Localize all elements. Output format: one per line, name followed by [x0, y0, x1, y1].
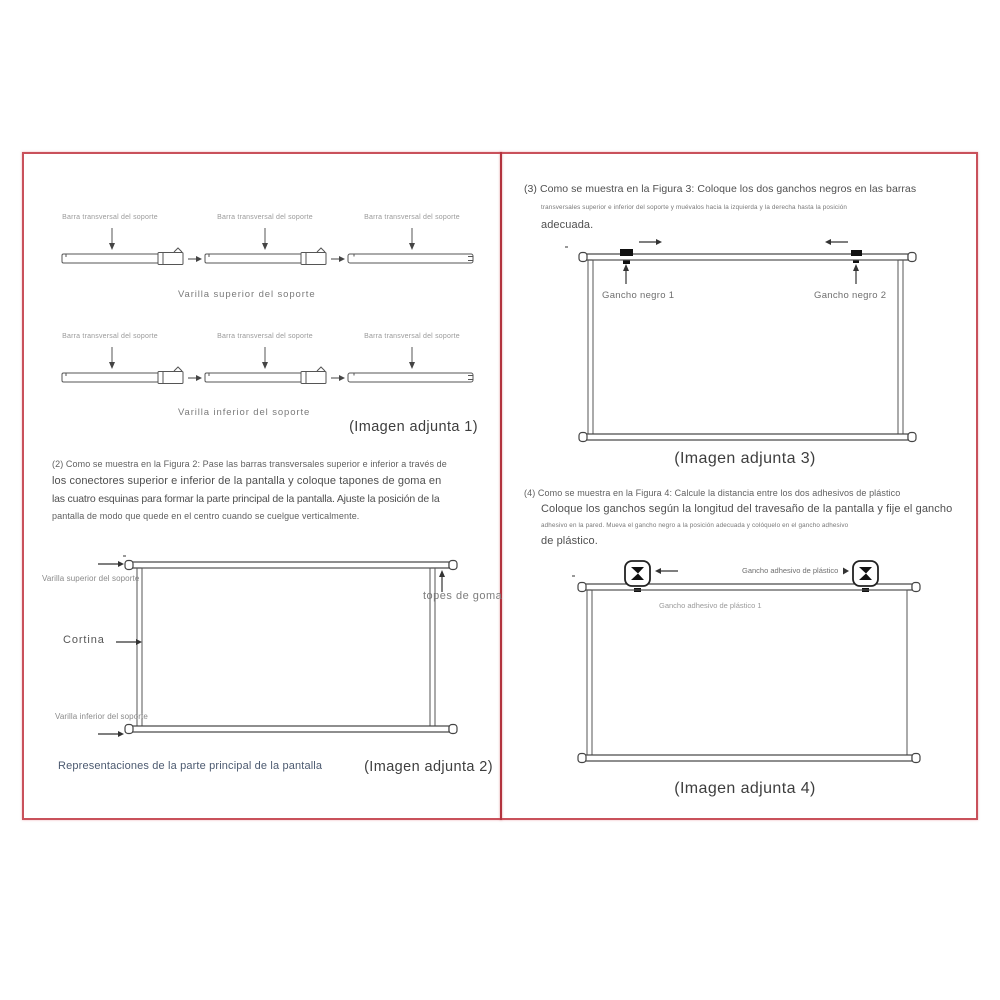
step4-line2: Coloque los ganchos según la longitud del travesaño de la pantalla y fije el gancho: [541, 503, 953, 515]
fig2-curtain-label: Cortina: [63, 634, 105, 646]
fig3-hook1-label: Gancho negro 1: [602, 290, 675, 301]
bottom-rod-arrow-icon: [98, 731, 124, 737]
step4-line1: (4) Como se muestra en la Figura 4: Calcule la distancia entre los dos adhesivos de plástico: [524, 488, 901, 498]
fig1-part-label: Barra transversal del soporte: [217, 214, 313, 221]
step2-line3: las cuatro esquinas para formar la parte principal de la pantalla. Ajuste la posición de la: [52, 493, 440, 505]
fig2-rubber-stops-label: topes de goma: [423, 590, 503, 602]
support-bar-segment-1: [62, 248, 183, 265]
step3-line2: transversales superior e inferior del soporte y muévalos hacia la izquierda y la derecha hasta la posición: [541, 204, 848, 211]
fig2-image-caption: (Imagen adjunta 2): [364, 759, 493, 775]
fig1-part-label: Barra transversal del soporte: [364, 333, 460, 340]
connector-arrow-icon: [188, 375, 202, 381]
fig1-row2-diagram: [40, 345, 480, 391]
fig1-part-label: Barra transversal del soporte: [217, 333, 313, 340]
fig2-top-rod-label: Varilla superior del soporte: [42, 574, 140, 583]
step2-line4: pantalla de modo que quede en el centro cuando se cuelgue verticalmente.: [52, 511, 360, 521]
hook2-move-left-arrow-icon: [825, 239, 848, 245]
stray-mark: [565, 246, 568, 248]
rubber-stop-arrow-icon: [439, 570, 445, 592]
connector-arrow-icon: [188, 256, 202, 262]
column-divider: [500, 152, 502, 820]
hook1-pointer-up-arrow-icon: [623, 264, 629, 284]
fig1-part-label: Barra transversal del soporte: [364, 214, 460, 221]
label-pointer-arrow-icon: [843, 568, 849, 575]
bottom-rod: [579, 433, 916, 442]
hook1-move-right-arrow-icon: [639, 239, 662, 245]
down-arrow-icons: [112, 228, 412, 244]
curtain-body: [137, 568, 435, 726]
down-arrow-heads: [109, 362, 415, 369]
curtain-body: [587, 590, 907, 755]
fig1-row2-caption: Varilla inferior del soporte: [178, 407, 311, 418]
fig4-image-caption: (Imagen adjunta 4): [674, 780, 816, 797]
fig4-adhesive-hook-label: Gancho adhesivo de plástico: [742, 566, 839, 575]
fig4-adhesive-hook1-label: Gancho adhesivo de plástico 1: [659, 601, 762, 610]
step4-line3: adhesivo en la pared. Mueva el gancho negro a la posición adecuada y colóquelo en el gancho adhesivo: [541, 522, 849, 529]
connector-arrow-icon: [331, 256, 345, 262]
fig3-screen-diagram: [560, 238, 980, 453]
fig1-part-label: Barra transversal del soporte: [62, 333, 158, 340]
curtain-body: [588, 260, 903, 434]
fig2-bottom-rod-label: Varilla inferior del soporte: [55, 712, 148, 721]
fig1-row1-diagram: [40, 226, 480, 272]
step4-line4: de plástico.: [541, 535, 598, 547]
support-bar-segment-3: [348, 373, 473, 382]
support-bar-segment-3: [348, 254, 473, 263]
step2-line2: los conectores superior e inferior de la pantalla y coloque tapones de goma en: [52, 475, 442, 487]
fig3-hook2-label: Gancho negro 2: [814, 290, 887, 301]
support-bar-segment-1: [62, 367, 183, 384]
stray-mark: [572, 575, 575, 577]
fig1-part-label: Barra transversal del soporte: [62, 214, 158, 221]
fig3-image-caption: (Imagen adjunta 3): [674, 450, 816, 467]
fig2-description-caption: Representaciones de la parte principal de la pantalla: [58, 760, 323, 772]
down-arrow-icons: [112, 347, 412, 363]
step2-line1: (2) Como se muestra en la Figura 2: Pase las barras transversales superior e inferior a través de: [52, 459, 447, 469]
support-bar-segment-2: [205, 248, 326, 265]
step3-line1: (3) Como se muestra en la Figura 3: Coloque los dos ganchos negros en las barras: [524, 183, 917, 195]
down-arrow-heads: [109, 243, 415, 250]
fig1-row1-caption: Varilla superior del soporte: [178, 289, 316, 300]
step3-line3: adecuada.: [541, 219, 594, 231]
fig4-screen-diagram: [560, 555, 990, 770]
left-hook-arrow-icon: [655, 568, 678, 574]
bottom-rod: [125, 725, 457, 734]
connector-arrow-icon: [331, 375, 345, 381]
support-bar-segment-2: [205, 367, 326, 384]
top-rod-arrow-icon: [98, 561, 124, 567]
curtain-arrow-icon: [116, 639, 142, 645]
bottom-rod: [578, 754, 920, 763]
hook2-pointer-up-arrow-icon: [853, 264, 859, 284]
fig1-image-caption: (Imagen adjunta 1): [349, 419, 478, 435]
stray-mark: [123, 555, 126, 557]
